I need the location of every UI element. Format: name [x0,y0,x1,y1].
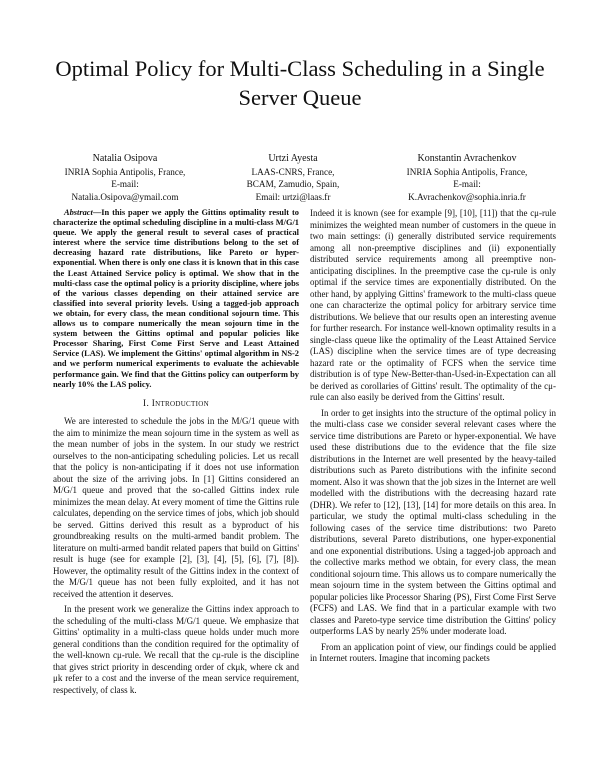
body-paragraph: In order to get insights into the structure of the optimal policy in the multi-class case we consider several relevant cases where the service time distributions are Pareto or hyper-exponential. We have used these distributions due to the evidence that the file size distributions in the Internet are well presented by the heavy-tailed distributions such as Pareto distributions with the infinite second moment. Also it was shown that the job sizes in the Internet are well modelled with the distributions with the decreasing hazard rate (DHR). We refer to [12], [13], [14] for more details on this area. In particular, we study the optimal multi-class scheduling in the following cases of the service time distributions: two Pareto distributions, several Pareto distributions, one hyper-exponential and one exponential distributions. Using a tagged-job approach and the collective marks method we obtain, for every class, the mean conditional sojourn time. This allows us to compare numerically the mean sojourn time in the system between the Gittins optimal and popular policies like Processor Sharing (PS), First Come First Serve (FCFS) and LAS. We find that in a particular example with two classes and Pareto-type service time distribution the Gittins' policy outperforms LAS by nearly 25% under moderate load. [310,407,556,636]
author-email-label: E-mail: [111,179,139,190]
author-affiliation: LAAS-CNRS, France, [251,166,335,177]
author-affiliation: INRIA Sophia Antipolis, France, [64,166,186,177]
body-paragraph: In the present work we generalize the Gittins index approach to the scheduling of the multi-class M/G/1 queue. We emphasize that Gittins' optimality in a multi-class queue holds under much more general conditions than the condition required for the optimality of the well-known cμ-rule. We recall that the cμ-rule is the discipline that gives strict priority in descending order of ckμk, where ck and μk refer to a cost and the inverse of the mean service requirement, respectively, of class k. [53,604,299,695]
body-paragraph: We are interested to schedule the jobs in the M/G/1 queue with the aim to minimize the mean sojourn time in the system as well as the mean number of jobs in the system. In our study we restrict ourselves to the non-anticipating scheduling policies. Let us recall that the policy is non-anticipating if it does not use information about the size of the arriving jobs. In [1] Gittins considered an M/G/1 queue and proved that the so-called Gittins index rule minimizes the mean delay. At every moment of time the Gittins rule calculates, depending on the service times of jobs, which job should be served. Gittins derived this result as a byproduct of his groundbreaking results on the multi-armed bandit problem. The literature on multi-armed bandit related papers that build on Gittins' result is huge (see for example [2], [3], [4], [5], [6], [7], [8]). However, the optimality result of the Gittins index in the context of the M/G/1 queue has not been fully exploited, and it has not received the attention it deserves. [53,416,299,599]
author-affiliation: INRIA Sophia Antipolis, France, [406,166,528,177]
author-name: Urtzi Ayesta [268,153,318,164]
abstract [53,208,299,390]
abstract-lead: Abstract [64,208,93,217]
author-email-label: E-mail: [453,179,481,190]
body-paragraph: Indeed it is known (see for example [9], [10], [11]) that the cμ-rule minimizes the weighted mean number of customers in the queue in two main settings: (i) generally distributed service requirements among all non-preemptive disciplines and (ii) exponentially distributed service requirements among all preemptive non-anticipating disciplines. In the preemptive case the cμ-rule is only optimal if the service times are exponentially distributed. On the other hand, by applying Gittins' framework to the multi-class queue one can characterize the optimal policy for arbitrary service time distributions. We believe that our results open an interesting avenue for further research. For instance well-known optimality results in a single-class queue like the optimality of the Least Attained Service (LAS) discipline when the service times are of type decreasing hazard rate or the optimality of FCFS when the service time distribution is of type New-Better-than-Used-in-Expectation can all be derived as corollaries of Gittins' result. The optimality of the cμ-rule can also easily be derived from the Gittins' result. [310,208,556,402]
paper-title: Optimal Policy for Multi-Class Scheduling in a Single Server Queue [55,56,545,110]
right-column [310,208,556,665]
author-2 [218,153,368,203]
author-affiliation-2: BCAM, Zamudio, Spain, [246,179,340,190]
left-column [53,208,299,696]
abstract-text: —In this paper we apply the Gittins optimality result to characterize the optimal scheduling discipline in a multi-class M/G/1 queue. We apply the general result to several cases of practical interest where the service time distributions belong to the set of decreasing hazard rate distributions, like Pareto or hyper-exponential. When there is only one class it is known that in this case the Least Attained Service policy is optimal. We show that in the multi-class case the optimal policy is a priority discipline, where jobs of the various classes depending on their attained service are classified into several priority levels. Using a tagged-job approach we obtain, for every class, the mean conditional sojourn time. This allows us to compare numerically the mean sojourn time in the system between the Gittins optimal and popular policies like Processor Sharing, First Come First Serve and Least Attained Service (LAS). We implement the Gittins' optimal algorithm in NS-2 and we perform numerical experiments to evaluate the achievable performance gain. We find that the Gittins policy can outperform by nearly 10% the LAS policy. [53,208,299,389]
author-email: Natalia.Osipova@ymail.com [71,191,179,202]
author-1 [40,153,210,203]
author-email: K.Avrachenkov@sophia.inria.fr [408,191,526,202]
author-3 [374,153,560,203]
author-name: Konstantin Avrachenkov [417,153,517,164]
body-paragraph: From an application point of view, our findings could be applied in Internet routers. Imagine that incoming packets [310,641,556,663]
author-name: Natalia Osipova [92,153,158,164]
section-heading-introduction: I. Introduction [143,398,209,409]
author-email: Email: urtzi@laas.fr [255,191,331,202]
